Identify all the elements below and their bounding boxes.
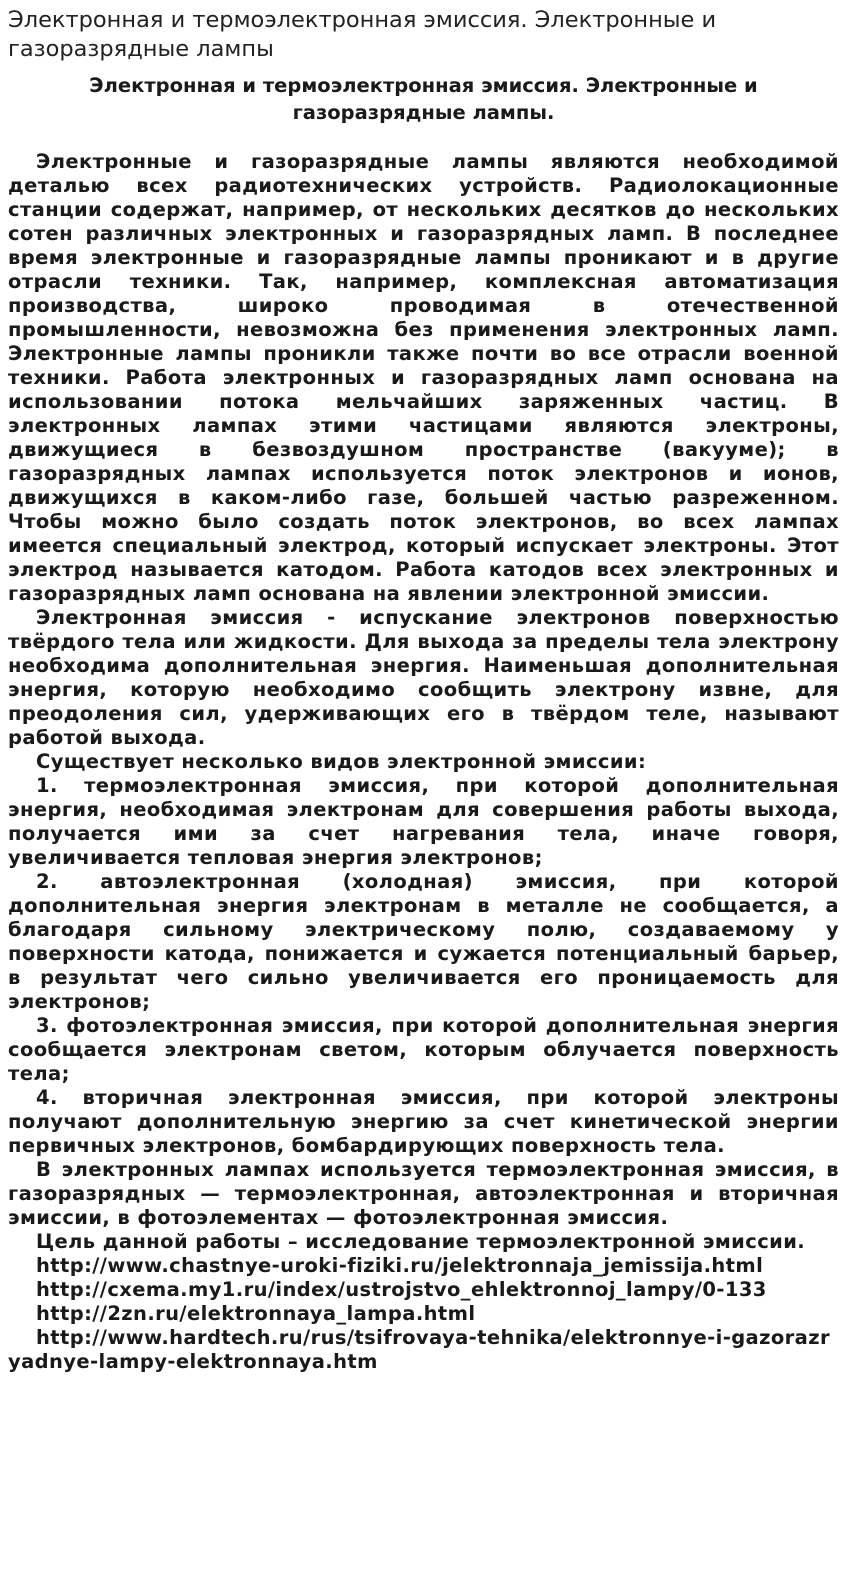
source-link-2[interactable]: http://cxema.my1.ru/index/ustrojstvo_ehlektronnoj_lampy/0-133 — [36, 1278, 767, 1301]
paragraph-definition: Электронная эмиссия - испускание электронов поверхностью твёрдого тела или жидкости. Для выхода за пределы тела электрону необходима дополнительная энергия. Наименьшая дополнительная энергия, которую необходимо сообщить электрону извне, для преодоления сил, удерживающих его в твёрдом теле, называют работой выхода. — [8, 606, 839, 749]
list-item-field-emission: 2. автоэлектронная (холодная) эмиссия, при которой дополнительная энергия электронам в металле не сообщается, а благодаря сильному электрическому полю, создаваемому у поверхности катода, понижается и сужается потенциальный барьер, в результат чего сильно увеличивается его проницаемость для электронов; — [8, 870, 839, 1013]
list-item-photoemission: 3. фотоэлектронная эмиссия, при которой дополнительная энергия сообщается электронам светом, которым облучается поверхность тела; — [8, 1014, 839, 1085]
list-item-thermionic: 1. термоэлектронная эмиссия, при которой дополнительная энергия, необходимая электронам для совершения работы выхода, получается ими за счет нагревания тела, иначе говоря, увеличивается тепловая энергия электронов; — [8, 774, 839, 869]
list-item-secondary-emission: 4. вторичная электронная эмиссия, при которой электроны получают дополнительную энергию за счет кинетической энергии первичных электронов, бомбардирующих поверхность тела. — [8, 1086, 839, 1157]
paragraph-goal: Цель данной работы – исследование термоэлектронной эмиссии. — [36, 1230, 806, 1253]
paragraph-types-intro: Существует несколько видов электронной эмиссии: — [36, 750, 647, 773]
paragraph-intro: Электронные и газоразрядные лампы являются необходимой деталью всех радиотехнических устройств. Радиолокационные станции содержат, например, от нескольких десятков до нескольких сотен различных электронных и газоразрядных ламп. В последнее время электронные и газоразрядные лампы проникают и в другие отрасли техники. Так, например, комплексная автоматизация производства, широко проводимая в отечественной промышленности, невозможна без применения электронных ламп. Электронные лампы проникли также почти во все отрасли военной техники. Работа электронных и газоразрядных ламп основана на использовании потока мельчайших заряженных частиц. В электронных лампах этими частицами являются электроны, движущиеся в безвоздушном пространстве (вакууме); в газоразрядных лампах используется поток электронов и ионов, движущихся в каком-либо газе, большей частью разреженном. Чтобы можно было создать поток электронов, во всех лампах имеется специальный электрод, который испускает электроны. Этот электрод называется катодом. Работа катодов всех электронных и газоразрядных ламп основана на явлении электронной эмиссии. — [8, 150, 839, 605]
source-link-1[interactable]: http://www.chastnye-uroki-fiziki.ru/jelektronnaja_jemissija.html — [36, 1254, 764, 1277]
article-heading: Электронная и термоэлектронная эмиссия. Электронные и газоразрядные лампы. — [89, 74, 758, 124]
source-links — [8, 1254, 839, 1374]
source-link-4[interactable]: http://www.hardtech.ru/rus/tsifrovaya-tehnika/elektronnye-i-gazorazryadnye-lampy-elektronnaya.htm — [8, 1326, 830, 1373]
article-body — [8, 150, 839, 1254]
source-link-3[interactable]: http://2zn.ru/elektronnaya_lampa.html — [36, 1302, 476, 1325]
page-title: Электронная и термоэлектронная эмиссия. Электронные и газоразрядные лампы — [8, 7, 717, 62]
paragraph-usage: В электронных лампах используется термоэлектронная эмиссия, в газоразрядных — термоэлектронная, автоэлектронная и вторичная эмиссии, в фотоэлементах — фотоэлектронная эмиссия. — [8, 1158, 839, 1229]
